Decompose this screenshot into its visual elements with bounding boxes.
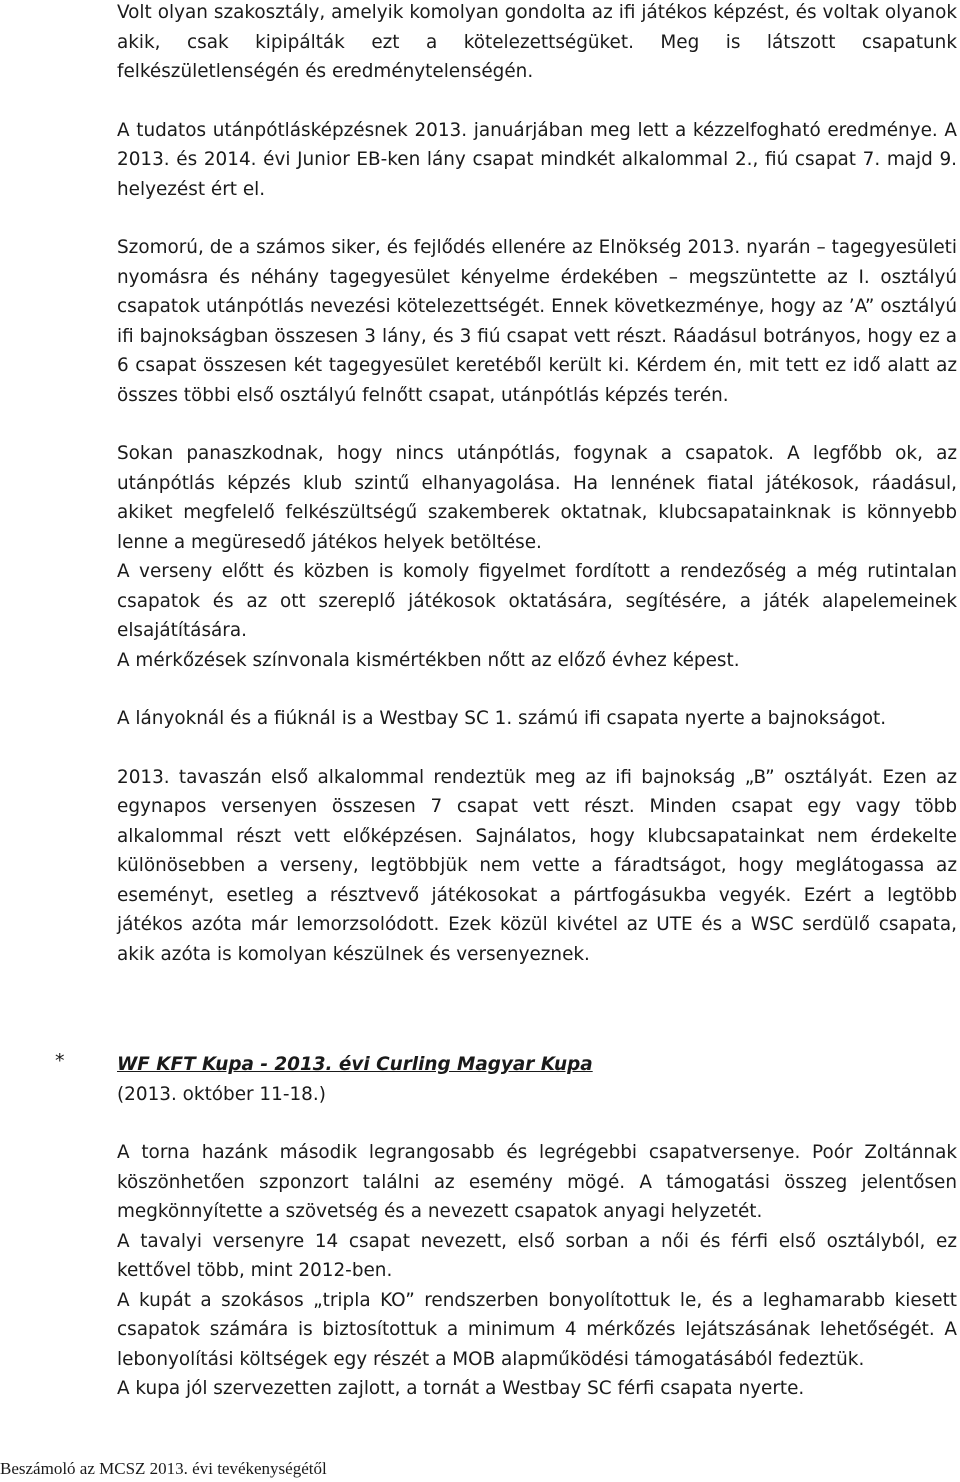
- paragraph-winner: A kupa jól szervezetten zajlott, a tornát a Westbay SC férfi csapata nyerte.: [117, 1378, 805, 1399]
- body-text-bottom: [117, 1138, 957, 1404]
- page-footer: Beszámoló az MCSZ 2013. évi tevékenységétől: [0, 1459, 327, 1478]
- paragraph-format: A kupát a szokásos „tripla KO” rendszerben bonyolítottuk le, és a leghamarabb kiesett csapatok számára is biztosítottuk a minimum 4 mérkőzés lejátszásának lehetőségét. A lebonyolítási költségek egy részét a MOB alapműködési támogatásából fedeztük.: [117, 1289, 957, 1370]
- section-dates: (2013. október 11-18.): [117, 1083, 326, 1105]
- paragraph-intro: Volt olyan szakosztály, amelyik komolyan gondolta az ifi játékos képzést, és voltak olyanok akik, csak kipipálták ezt a kötelezettségüket. Meg is látszott csapatunk felkészületlenségén és eredménytelenségén.: [117, 2, 957, 82]
- section-bullet: *: [55, 1050, 65, 1072]
- paragraph-entries: A tavalyi versenyre 14 csapat nevezett, első sorban a női és férfi első osztályból, ez kettővel több, mint 2012-ben.: [117, 1230, 957, 1281]
- paragraph-complaints: Sokan panaszkodnak, hogy nincs utánpótlás, fogynak a csapatok. A legfőbb ok, az utánpótlás képzés klub szintű elhanyagolása. Ha lennének fiatal játékosok, ráadásul, akiket megfelelő felkészültségű szakemberek oktatnak, klubcsapatainknak is könnyebb lenne a megüresedő játékos helyek betöltése.: [117, 443, 957, 553]
- body-text-top: [117, 0, 957, 969]
- section-heading: [117, 1050, 957, 1109]
- paragraph-level: A mérkőzések színvonala kismértékben nőtt az előző évhez képest.: [117, 649, 740, 671]
- paragraph-winners: A lányoknál és a fiúknál is a Westbay SC 1. számú ifi csapata nyerte a bajnokságot.: [117, 708, 887, 729]
- paragraph-results: A tudatos utánpótlásképzésnek 2013. januárjában meg lett a kézzelfogható eredménye. A 2013. és 2014. évi Junior EB-ken lány csapat mindkét alkalommal 2., fiú csapat 7. majd 9. helyezést ért el.: [117, 119, 957, 200]
- paragraph-b-division: 2013. tavaszán első alkalommal rendeztük meg az ifi bajnokság „B” osztályát. Ezen az egynapos versenyen összesen 7 csapat vett részt. Minden csapat egy vagy több alkalommal részt vett előképzésen. Sajnálatos, hogy klubcsapatainkat nem érdekelte különösebben a verseny, legtöbbjük nem vette a fáradtságot, hogy meglátogassa az eseményt, esetleg a résztvevő játékosokat a pártfogásukba vegyék. Ezért a legtöbb játékos azóta már lemorzsolódott. Ezek közül kivétel az UTE és a WSC serdülő csapata, akik azóta is komolyan készülnek és versenyeznek.: [117, 766, 957, 965]
- section-title: WF KFT Kupa - 2013. évi Curling Magyar Kupa: [117, 1054, 593, 1075]
- paragraph-organizers: A verseny előtt és közben is komoly figyelmet fordított a rendezőség a még rutintalan csapatok és az ott szereplő játékosok oktatására, segítésére, a játék alapelemeinek elsajátítására.: [117, 561, 957, 641]
- paragraph-tournament: A torna hazánk második legrangosabb és legrégebbi csapatversenye. Poór Zoltánnak köszönhetően szponzort találni az esemény mögé. A támogatási összeg jelentősen megkönnyítette a szövetség és a nevezett csapatok anyagi helyzetét.: [117, 1142, 957, 1222]
- paragraph-board-decision: Szomorú, de a számos siker, és fejlődés ellenére az Elnökség 2013. nyarán – tagegyesületi nyomásra és néhány tagegyesület kényelme érdekében – megszüntette az I. osztályú csapatok utánpótlás nevezési kötelezettségét. Ennek következménye, hogy az ’A” osztályú ifi bajnokságban összesen 3 lány, és 3 fiú csapat vett részt. Ráadásul botrányos, hogy ez a 6 csapat összesen két tagegyesület keretéből került ki. Kérdem én, mit tett ez idő alatt az összes többi első osztályú felnőtt csapat, utánpótlás képzés terén.: [117, 237, 957, 406]
